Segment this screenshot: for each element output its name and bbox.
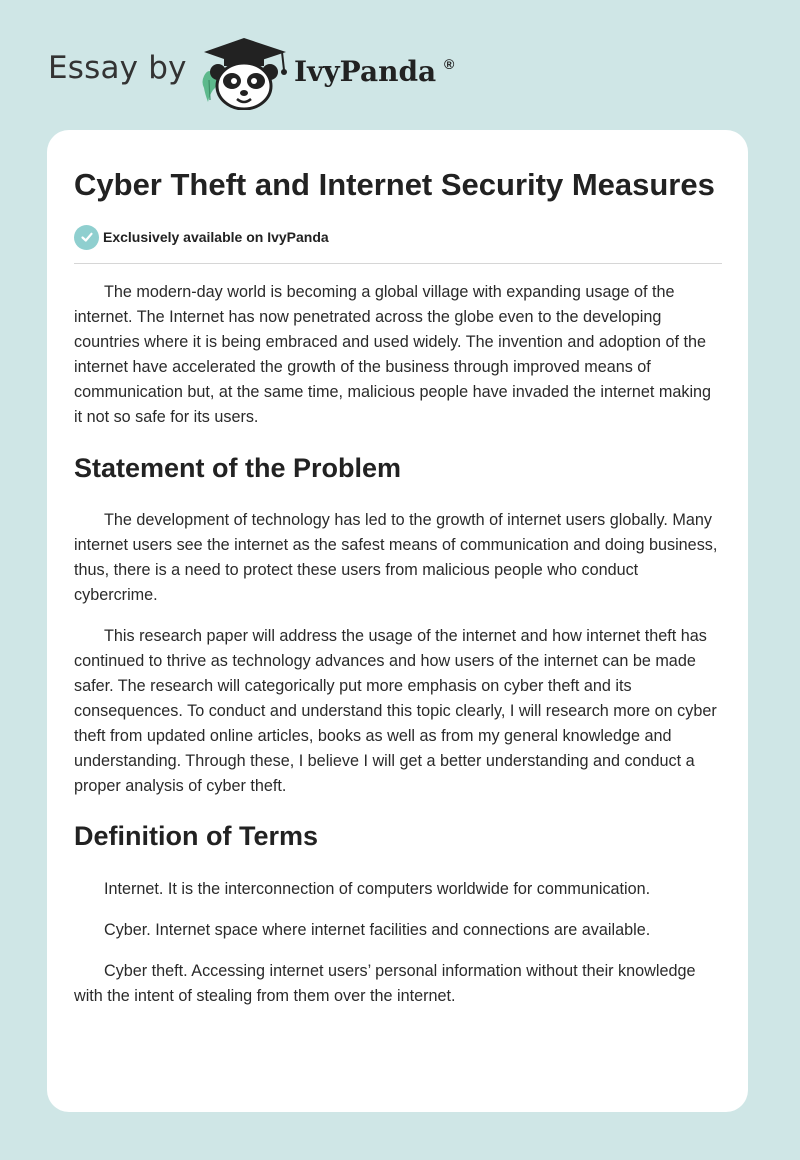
section-heading-problem: Statement of the Problem bbox=[74, 453, 402, 483]
essay-title: Cyber Theft and Internet Security Measures bbox=[74, 167, 715, 202]
brand-name[interactable]: IvyPanda bbox=[294, 55, 437, 88]
panda-graduate-icon[interactable] bbox=[200, 36, 290, 110]
paragraph: The development of technology has led to the growth of internet users globally. Many internet users see the internet as the safest means of communication and doing business, thus, there is a need to protect these users from malicious people who conduct cybercrime. bbox=[74, 511, 718, 604]
check-circle-icon bbox=[74, 225, 99, 250]
term-definition: Internet. It is the interconnection of computers worldwide for communication. bbox=[104, 880, 651, 898]
registered-mark: ® bbox=[444, 56, 455, 72]
site-header bbox=[0, 0, 800, 120]
essay-card bbox=[47, 130, 748, 1112]
intro-paragraph: The modern-day world is becoming a global village with expanding usage of the internet. The Internet has now penetrated across the globe even to the developing countries where it is being embraced and used widely. The invention and adoption of the internet have accelerated the growth of the business through improved means of communication but, at the same time, malicious people have invaded the internet making it not so safe for its users. bbox=[74, 283, 712, 426]
badge-text: Exclusively available on IvyPanda bbox=[103, 229, 329, 245]
term-definition: Cyber theft. Accessing internet users’ personal information without their knowledge with the intent of stealing from them over the internet. bbox=[74, 962, 696, 1005]
essay-content bbox=[74, 164, 722, 1009]
section-heading-terms: Definition of Terms bbox=[74, 821, 319, 851]
term-definition: Cyber. Internet space where internet facilities and connections are available. bbox=[104, 921, 651, 939]
exclusive-badge bbox=[74, 224, 722, 250]
paragraph: This research paper will address the usage of the internet and how internet theft has continued to thrive as technology advances and how users of the internet can be made safer. The research will categorically put more emphasis on cyber theft and its consequences. To conduct and understand this topic clearly, I will research more on cyber theft from updated online articles, books as well as from my general knowledge and understanding. Through these, I believe I will get a better understanding and conduct a proper analysis of cyber theft. bbox=[74, 627, 717, 795]
essay-by-label: Essay by bbox=[48, 50, 187, 86]
divider bbox=[74, 263, 722, 264]
